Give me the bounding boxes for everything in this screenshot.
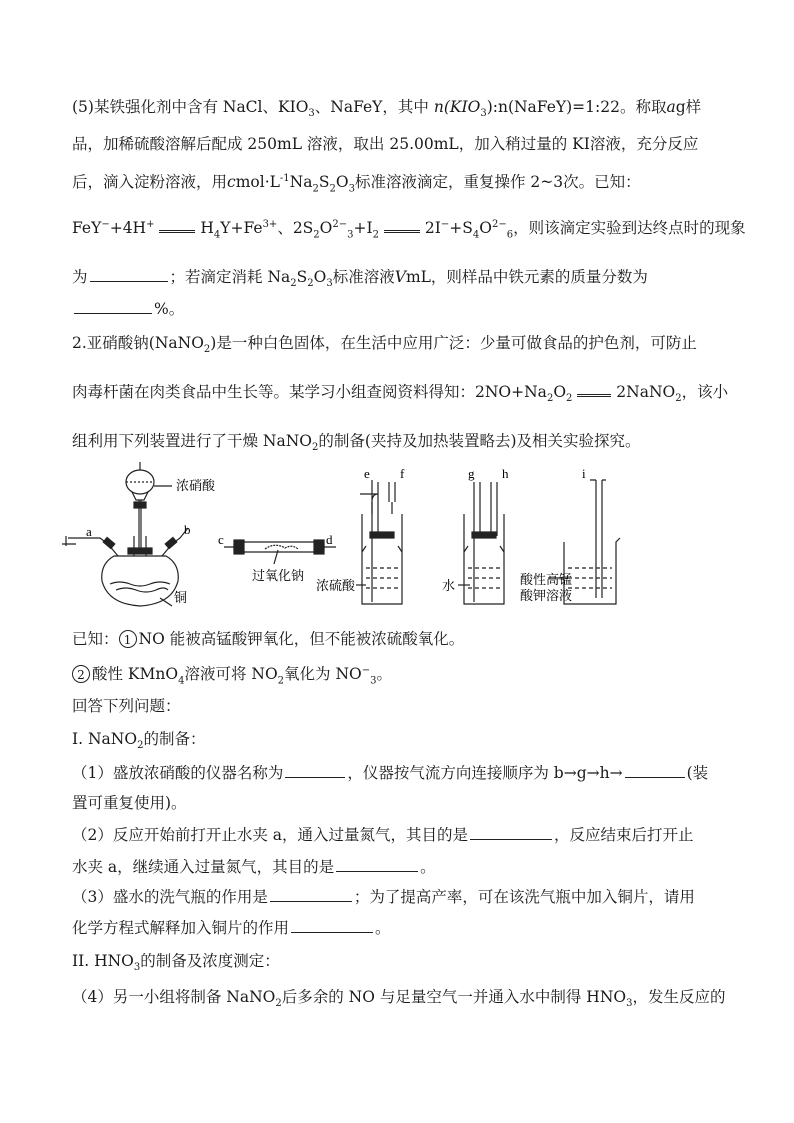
q5-line-6: %。 [72,298,184,320]
letter-e: e [364,466,370,481]
blank-iron-mass-fraction[interactable] [74,298,152,314]
apparatus-diagram [60,456,680,616]
letter-b: b [184,522,191,537]
blank-nitrogen-purpose-end[interactable] [336,856,418,872]
drying-tube [224,540,336,564]
part-1-heading: I. NaNO$_2$的制备： [72,730,206,752]
label-conc-nitric: 浓硝酸 [176,479,216,494]
circled-number-1: 1 [119,630,137,648]
q2-line-3: 组利用下列装置进行了干燥 NaNO$_2$的制备(夹持及加热装置略去)及相关实验探究。 [72,432,641,454]
label-copper: 铜 [174,591,188,606]
q2-line-2: 肉毒杆菌在肉类食品中生长等。某学习小组查阅资料得知：$2NO+Na_2O_2$ 2NaNO$_2$，该小 [72,383,729,405]
q2b-line-1: （2）反应开始前打开止水夹 a，通入过量氮气，其目的是 ，反应结束后打开止 [72,826,694,844]
blank-nitrogen-purpose-start[interactable] [470,824,552,840]
label-kmno4-2: 酸钾溶液 [520,589,573,604]
blank-endpoint-phenomenon[interactable] [90,266,168,282]
q5-line-3: 后，滴入淀粉溶液，用$cmol\cdot L^{-1}Na_2S_2O_3$标准溶液滴定，重复操作 2~3次。已知： [72,173,641,195]
blank-instrument-name[interactable] [285,762,345,778]
blank-connection-order[interactable] [625,762,685,778]
wash-bottle-sulfuric [360,480,402,604]
label-sodium-peroxide: 过氧化钠 [252,569,305,584]
q5-line-1: (5)某铁强化剂中含有 NaCl、$KIO_3$、NaFeY，其中 $n(KIO_3):n(NaFeY)=1:22$。称取ag样 [72,98,702,120]
letter-c: c [218,532,224,547]
letter-d: d [326,532,333,547]
circled-number-2: 2 [72,665,90,683]
q1-line-2: 置可重复使用)。 [72,794,187,812]
wash-bottle-water [464,482,504,604]
label-kmno4-1: 酸性高锰 [520,573,573,588]
q5-line-2: 品，加稀硫酸溶解后配成 250mL 溶液，取出 25.00mL，加入稍过量的 KI溶液，充分反应 [72,135,699,153]
known-line-1: 已知： 1 NO 能被高锰酸钾氧化，但不能被浓硫酸氧化。 [72,630,465,648]
label-conc-sulfuric: 浓硫酸 [316,579,356,594]
label-water: 水 [442,579,456,594]
known-line-2: 2 酸性 KMnO$_4$溶液可将 $NO_2$氧化为 $NO^-_3$。 [72,660,392,692]
q1-line-1: （1）盛放浓硝酸的仪器名称为 ，仪器按气流方向连接顺序为 b→g→h→ (装 [72,764,709,782]
q3-line-2: 化学方程式解释加入铜片的作用 。 [72,919,391,937]
answer-intro: 回答下列问题： [72,697,181,715]
three-neck-flask [62,528,188,606]
q5-line-5: 为 ；若滴定消耗 $Na_2S_2O_3$标准溶液VmL，则样品中铁元素的质量分数为 [72,268,648,290]
q5-line-4: FeY−+4H+ $H_4Y+Fe^{3+}$、$2S_2O^{2-}_3+I_2$ $2I^-+S_4O^{2-}_6$，则该滴定实验到达终点时的现象 [72,219,746,241]
beaker-kmno4 [564,480,620,604]
q4-line-1: （4）另一小组将制备 NaNO$_2$后多余的 NO 与足量空气一并通入水中制得 $HNO_3$，发生反应的 [72,988,726,1010]
letter-g: g [468,466,475,481]
q3-line-1: （3）盛水的洗气瓶的作用是 ；为了提高产率，可在该洗气瓶中加入铜片，请用 [72,888,695,906]
blank-water-bottle-role[interactable] [270,886,352,902]
letter-i: i [582,466,586,481]
separatory-funnel [126,462,154,551]
letter-a: a [86,524,92,539]
letter-h: h [502,466,509,481]
q2-line-1: 2.亚硝酸钠(NaNO$_2$)是一种白色固体，在生活中应用广泛：少量可做食品的护色剂，可防止 [72,334,697,356]
blank-copper-equation[interactable] [291,917,373,933]
part-2-heading: II. $HNO_3$的制备及浓度测定： [72,952,280,974]
letter-f: f [400,466,405,481]
q2b-line-2: 水夹 a，继续通入过量氮气，其目的是 。 [72,858,436,876]
